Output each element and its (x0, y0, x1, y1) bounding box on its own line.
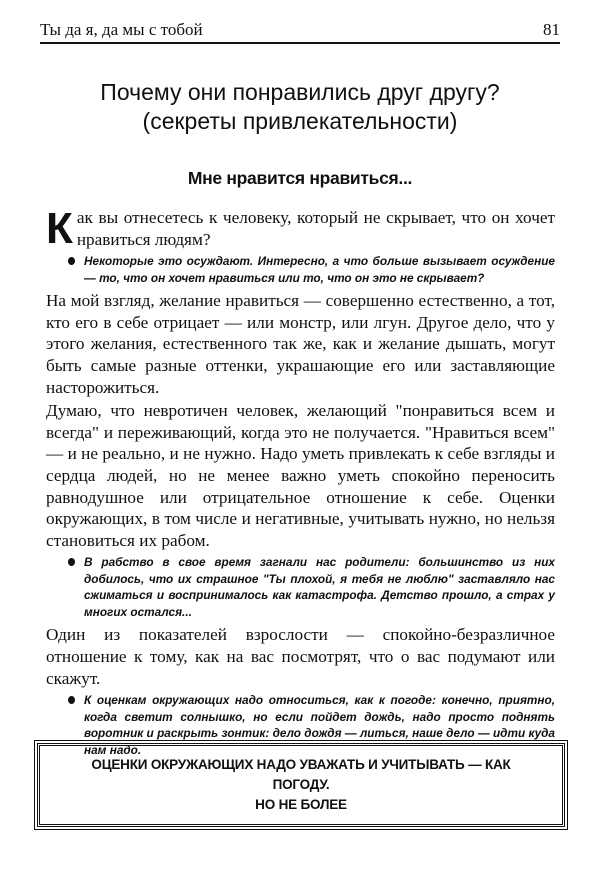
chapter-title-line2: (секреты привлекательности) (142, 108, 458, 134)
highlight-line-1: ОЦЕНКИ ОКРУЖАЮЩИХ НАДО УВАЖАТЬ И УЧИТЫВАТЬ — КАК ПОГОДУ. (91, 757, 511, 792)
paragraph-1 (46, 204, 555, 253)
note-1 (46, 253, 555, 286)
page-number: 81 (543, 20, 560, 39)
note-1-text: Некоторые это осуждают. Интересно, а что больше вызывает осуждение — то, что он хочет нравиться или то, что он это не скрывает? (84, 254, 555, 285)
bullet-icon (68, 257, 75, 265)
drop-cap: К (46, 204, 73, 253)
section-heading: Мне нравится нравиться... (187, 168, 413, 188)
bullet-icon (68, 558, 75, 566)
body-text (46, 204, 555, 762)
note-2 (46, 554, 555, 620)
chapter-title-line1: Почему они понравились друг другу? (100, 79, 500, 105)
chapter-title (40, 78, 560, 136)
paragraph-2: На мой взгляд, желание нравиться — совершенно естественно, а тот, кто его в себе отрицает — или монстр, или лгун. Другое дело, что у этого желания, естественного так же, как и желание дышать, могут быть самые разные оттенки, украшающие его или заставляющие насторожиться. (46, 291, 555, 397)
paragraph-1-text: ак вы отнесетесь к человеку, который не скрывает, что он хочет нравиться людям? (76, 208, 555, 249)
paragraph-3: Думаю, что невротичен человек, желающий "понравиться всем и всегда" и переживающий, когда это не получается. "Нравиться всем" — и не реально, и не нужно. Надо уметь привлекать к себе взгляды и сердца людей, но не менее важно уметь спокойно переносить равнодушное или отрицательное отношение к себе. Оценки окружающих, в том числе и негативные, учитывать нужно, но нельзя становиться их рабом. (46, 401, 555, 550)
note-2-text: В рабство в свое время загнали нас родители: большинство из них добилось, что их страшное "Ты плохой, я тебя не люблю" заставляло нас сжиматься и воспринималось как катастрофа. Детство прошло, а страх у многих остался... (84, 555, 555, 619)
bullet-icon (68, 696, 75, 704)
highlight-box (37, 743, 565, 827)
highlight-line-2: НО НЕ БОЛЕЕ (255, 797, 347, 812)
paragraph-4: Один из показателей взрослости — спокойно-безразличное отношение к тому, как на вас посмотрят, что о вас подумают или скажут. (46, 625, 555, 688)
running-title: Ты да я, да мы с тобой (40, 20, 203, 39)
note-3-text: К оценкам окружающих надо относиться, как к погоде: конечно, приятно, когда светит солнышко, но если пойдет дождь, надо просто поднять воротник и раскрыть зонтик: дело дождя — литься, наше дело — идти куда нам надо. (84, 693, 555, 757)
running-header (40, 18, 560, 44)
